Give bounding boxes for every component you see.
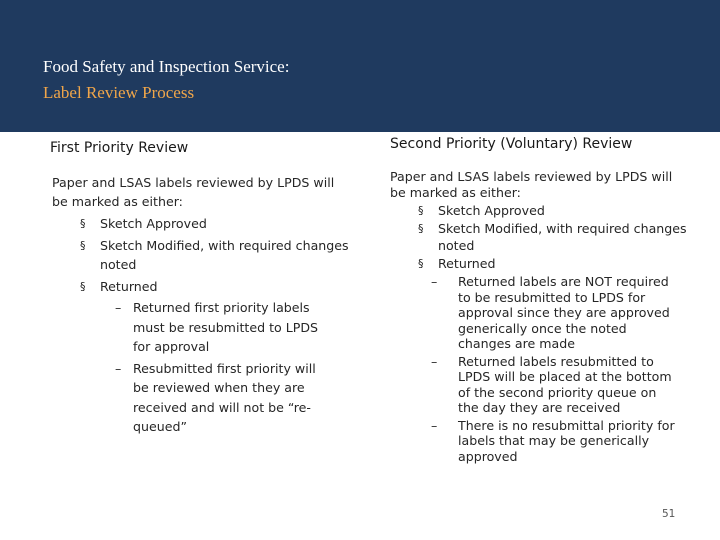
left-column [50, 138, 350, 437]
dash-bullet-icon: – [115, 300, 122, 315]
slide-subtitle: Label Review Process [43, 83, 195, 102]
slide-header [0, 0, 720, 132]
right-bullet: § Sketch Modified, with required changes noted [418, 221, 687, 253]
page-number: 51 [662, 508, 676, 520]
right-column-heading: Second Priority (Voluntary) Review [390, 136, 633, 152]
dash-bullet-icon: – [431, 417, 438, 433]
dash-bullet-icon: – [431, 353, 438, 369]
right-sub-bullet: – Returned labels resubmitted to LPDS will be placed at the bottom of the second priority queue on the day they are received [431, 353, 672, 415]
left-bullet: § Sketch Approved [80, 216, 207, 231]
right-intro-text: Paper and LSAS labels reviewed by LPDS will be marked as either: [390, 169, 673, 200]
right-sub-bullet: – There is no resubmittal priority for labels that may be generically approved [431, 417, 675, 464]
right-column [390, 136, 690, 464]
left-bullet: § Sketch Modified, with required changes noted [80, 238, 349, 272]
right-bullet: § Sketch Approved [418, 203, 545, 218]
right-bullet: § Returned [418, 256, 496, 271]
square-bullet-icon: § [418, 257, 424, 270]
square-bullet-icon: § [80, 280, 86, 293]
square-bullet-icon: § [80, 239, 86, 252]
right-sub-bullet: – Returned labels are NOT required to be resubmitted to LPDS for approval since they are approved generically once the noted changes are made [431, 274, 670, 351]
dash-bullet-icon: – [431, 274, 438, 289]
dash-bullet-icon: – [115, 360, 122, 376]
left-sub-bullet: – Returned first priority labels must be resubmitted to LPDS for approval [115, 300, 319, 354]
left-sub-bullet: – Resubmitted first priority will be reviewed when they are received and will not be “re-queued” [115, 360, 316, 434]
slide-title: Food Safety and Inspection Service: [43, 57, 290, 76]
square-bullet-icon: § [418, 204, 424, 217]
left-column-heading: First Priority Review [50, 140, 189, 156]
square-bullet-icon: § [80, 217, 86, 230]
left-intro-text: Paper and LSAS labels reviewed by LPDS will be marked as either: [52, 175, 335, 209]
square-bullet-icon: § [418, 222, 424, 235]
left-bullet: § Returned [80, 279, 158, 294]
